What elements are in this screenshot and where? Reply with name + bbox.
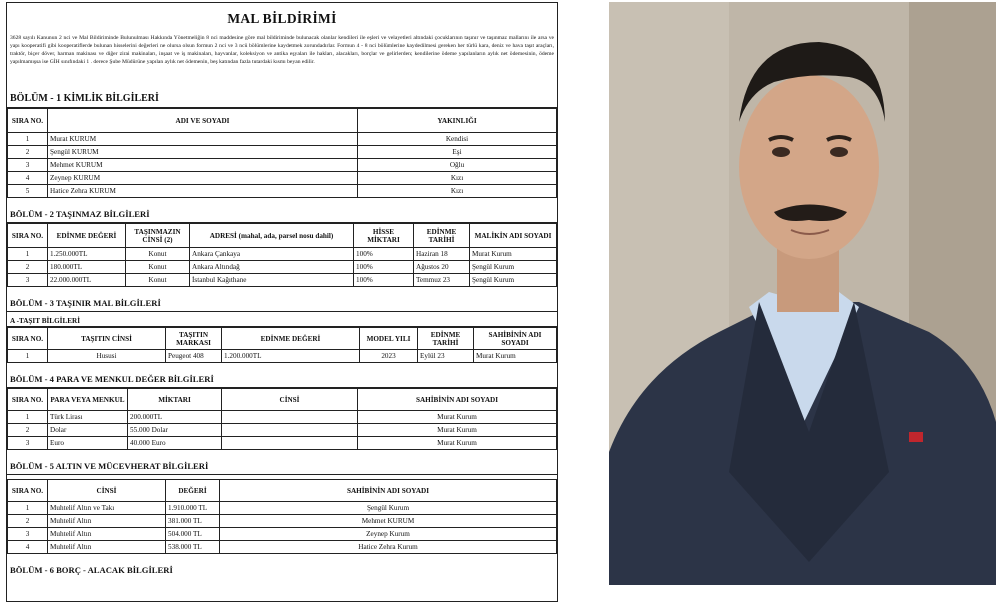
table-cell: Muhtelif Altın	[48, 541, 166, 554]
table-row	[8, 350, 557, 363]
col-header: SIRA NO.	[8, 389, 48, 411]
table-cell: Konut	[126, 261, 190, 274]
table-cell: Muhtelif Altın ve Takı	[48, 502, 166, 515]
table-cell: 2023	[360, 350, 418, 363]
table-cell	[222, 424, 358, 437]
col-header: ADI VE SOYADI	[48, 109, 358, 133]
table-cell: 5	[8, 185, 48, 198]
table-cell: 504.000 TL	[166, 528, 220, 541]
table-cell: Hususi	[48, 350, 166, 363]
table-row	[8, 424, 557, 437]
col-header: YAKINLIĞI	[358, 109, 557, 133]
table-row	[8, 515, 557, 528]
table-row	[8, 437, 557, 450]
table-cell: Kızı	[358, 172, 557, 185]
col-header: ADRESİ (mahal, ada, parsel nosu dahil)	[190, 224, 354, 248]
table-cell: Murat Kurum	[358, 424, 557, 437]
col-header: PARA VEYA MENKUL	[48, 389, 128, 411]
table-row	[8, 172, 557, 185]
col-header: TAŞINMAZIN CİNSİ (2)	[126, 224, 190, 248]
vehicle-table	[7, 327, 557, 363]
table-cell: Murat Kurum	[470, 248, 557, 261]
table-row	[8, 185, 557, 198]
table-row	[8, 146, 557, 159]
table-cell: 40.000 Euro	[128, 437, 222, 450]
col-header: EDİNME TARİHİ	[414, 224, 470, 248]
col-header: SIRA NO.	[8, 109, 48, 133]
table-cell: Mehmet KURUM	[220, 515, 557, 528]
table-row	[8, 133, 557, 146]
lapel-pin	[909, 432, 923, 442]
table-cell: Ankara Çankaya	[190, 248, 354, 261]
table-cell: Murat Kurum	[358, 411, 557, 424]
identity-table	[7, 108, 557, 198]
table-cell: 381.000 TL	[166, 515, 220, 528]
table-cell: Şengül Kurum	[220, 502, 557, 515]
table-cell: 4	[8, 172, 48, 185]
table-cell: 3	[8, 274, 48, 287]
table-cell: Hatice Zehra Kurum	[220, 541, 557, 554]
cash-securities-table	[7, 388, 557, 450]
table-cell: Eşi	[358, 146, 557, 159]
table-cell: 2	[8, 261, 48, 274]
table-cell: Türk Lirası	[48, 411, 128, 424]
table-row	[8, 159, 557, 172]
col-header: CİNSİ	[48, 480, 166, 502]
col-header: SIRA NO.	[8, 328, 48, 350]
gold-jewelry-table	[7, 479, 557, 554]
table-cell: 180.000TL	[48, 261, 126, 274]
table-cell: Hatice Zehra KURUM	[48, 185, 358, 198]
table-row	[8, 274, 557, 287]
col-header: MALİKİN ADI SOYADI	[470, 224, 557, 248]
table-cell: 2	[8, 146, 48, 159]
col-header: SAHİBİNİN ADI SOYADI	[358, 389, 557, 411]
table-cell: Euro	[48, 437, 128, 450]
col-header: DEĞERİ	[166, 480, 220, 502]
table-row	[8, 502, 557, 515]
table-cell: 2	[8, 424, 48, 437]
table-cell: Murat KURUM	[48, 133, 358, 146]
face	[739, 75, 879, 259]
intro-paragraph: 3628 sayılı Kanunun 2 nci ve Mal Bildiriminde Bulunulması Hakkında Yönetmeliğin 8 nci maddesine göre mal bildiriminde bulunacak olanlar kendileri ile eşleri ve velayetleri altındaki çocuklarının taşınır ve taşınmaz mallarını ile arsa ve yapı kooperatifi gibi kooperatiflerde bulunan hisselerini değerleri ne olursa olsun formun 2 nci ve 3 ncü bölümlerine kaydetmek zorundadırlar. Formun 4 - 8 nci bölümlerine kaydedilmesi gereken her türlü kara, deniz ve hava taşıt araçları, traktör, biçer döver, harman makinası ve diğer zirai makinaları, inşaat ve iş makinaları, hayvanlar, koleksiyon ve antika eşyaları ile hakları, alacakları, borçlar ve gelirlerden; kendilerine ödeme yapılanların aylık net ödemesinin, ödeme yapılmamışsa ise GİH sınıfındaki 1 . derece Şube Müdürüne yapılan aylık net ödemenin, beş katından fazla tutardaki kısmı beyan edilir.	[10, 35, 554, 65]
table-row	[8, 528, 557, 541]
table-cell: Zeynep Kurum	[220, 528, 557, 541]
table-cell: 2	[8, 515, 48, 528]
document-title: MAL BİLDİRİMİ	[227, 11, 337, 26]
col-header: SAHİBİNİN ADI SOYADI	[474, 328, 557, 350]
table-cell: Peugeot 408	[166, 350, 222, 363]
table-row	[8, 541, 557, 554]
col-header: TAŞITIN MARKASI	[166, 328, 222, 350]
col-header: SIRA NO.	[8, 224, 48, 248]
table-cell: Ağustos 20	[414, 261, 470, 274]
table-cell: 1	[8, 350, 48, 363]
table-cell: 1.250.000TL	[48, 248, 126, 261]
table-cell: 1.910.000 TL	[166, 502, 220, 515]
table-cell: Dolar	[48, 424, 128, 437]
table-cell: Şengül KURUM	[48, 146, 358, 159]
table-cell: Mehmet KURUM	[48, 159, 358, 172]
asset-declaration-document	[6, 2, 558, 602]
col-header: MODEL YILI	[360, 328, 418, 350]
table-cell: 100%	[354, 261, 414, 274]
table-cell: 3	[8, 528, 48, 541]
table-cell: Konut	[126, 248, 190, 261]
section-1-title: BÖLÜM - 1 KİMLİK BİLGİLERİ	[7, 91, 557, 108]
table-cell: 1	[8, 411, 48, 424]
table-cell: Eylül 23	[418, 350, 474, 363]
table-cell: Temmuz 23	[414, 274, 470, 287]
table-cell: İstanbul Kağıthane	[190, 274, 354, 287]
section-3-title: BÖLÜM - 3 TAŞINIR MAL BİLGİLERİ	[7, 295, 557, 312]
table-cell: Şengül Kurum	[470, 274, 557, 287]
section-3a-title: A -TAŞIT BİLGİLERİ	[7, 316, 557, 327]
table-cell: Oğlu	[358, 159, 557, 172]
table-cell: Muhtelif Altın	[48, 515, 166, 528]
table-cell: Haziran 18	[414, 248, 470, 261]
table-row	[8, 261, 557, 274]
table-cell: 100%	[354, 274, 414, 287]
table-cell	[222, 411, 358, 424]
col-header: SIRA NO.	[8, 480, 48, 502]
col-header: EDİNME TARİHİ	[418, 328, 474, 350]
table-cell: Kızı	[358, 185, 557, 198]
table-cell	[222, 437, 358, 450]
table-cell: Zeynep KURUM	[48, 172, 358, 185]
table-cell: Muhtelif Altın	[48, 528, 166, 541]
section-2-title: BÖLÜM - 2 TAŞINMAZ BİLGİLERİ	[7, 206, 557, 223]
section-5-title: BÖLÜM - 5 ALTIN VE MÜCEVHERAT BİLGİLERİ	[7, 458, 557, 475]
table-cell: 538.000 TL	[166, 541, 220, 554]
table-cell: Şengül Kurum	[470, 261, 557, 274]
col-header: HİSSE MİKTARI	[354, 224, 414, 248]
real-estate-table	[7, 223, 557, 287]
table-cell: 55.000 Dolar	[128, 424, 222, 437]
table-cell: Murat Kurum	[474, 350, 557, 363]
table-row	[8, 248, 557, 261]
table-cell: 3	[8, 159, 48, 172]
table-cell: 22.000.000TL	[48, 274, 126, 287]
table-cell: Konut	[126, 274, 190, 287]
table-cell: 1	[8, 248, 48, 261]
table-cell: Murat Kurum	[358, 437, 557, 450]
table-cell: Ankara Altındağ	[190, 261, 354, 274]
table-cell: 1	[8, 502, 48, 515]
col-header: MİKTARI	[128, 389, 222, 411]
col-header: TAŞITIN CİNSİ	[48, 328, 166, 350]
table-cell: 1.200.000TL	[222, 350, 360, 363]
table-cell: 4	[8, 541, 48, 554]
col-header: CİNSİ	[222, 389, 358, 411]
table-cell: 200.000TL	[128, 411, 222, 424]
col-header: EDİNME DEĞERİ	[222, 328, 360, 350]
table-row	[8, 411, 557, 424]
table-cell: Kendisi	[358, 133, 557, 146]
table-cell: 3	[8, 437, 48, 450]
table-cell: 100%	[354, 248, 414, 261]
col-header: SAHİBİNİN ADI SOYADI	[220, 480, 557, 502]
col-header: EDİNME DEĞERİ	[48, 224, 126, 248]
section-6-title: BÖLÜM - 6 BORÇ - ALACAK BİLGİLERİ	[10, 565, 173, 575]
section-4-title: BÖLÜM - 4 PARA VE MENKUL DEĞER BİLGİLERİ	[7, 371, 557, 388]
table-cell: 1	[8, 133, 48, 146]
portrait-photo	[609, 2, 996, 585]
